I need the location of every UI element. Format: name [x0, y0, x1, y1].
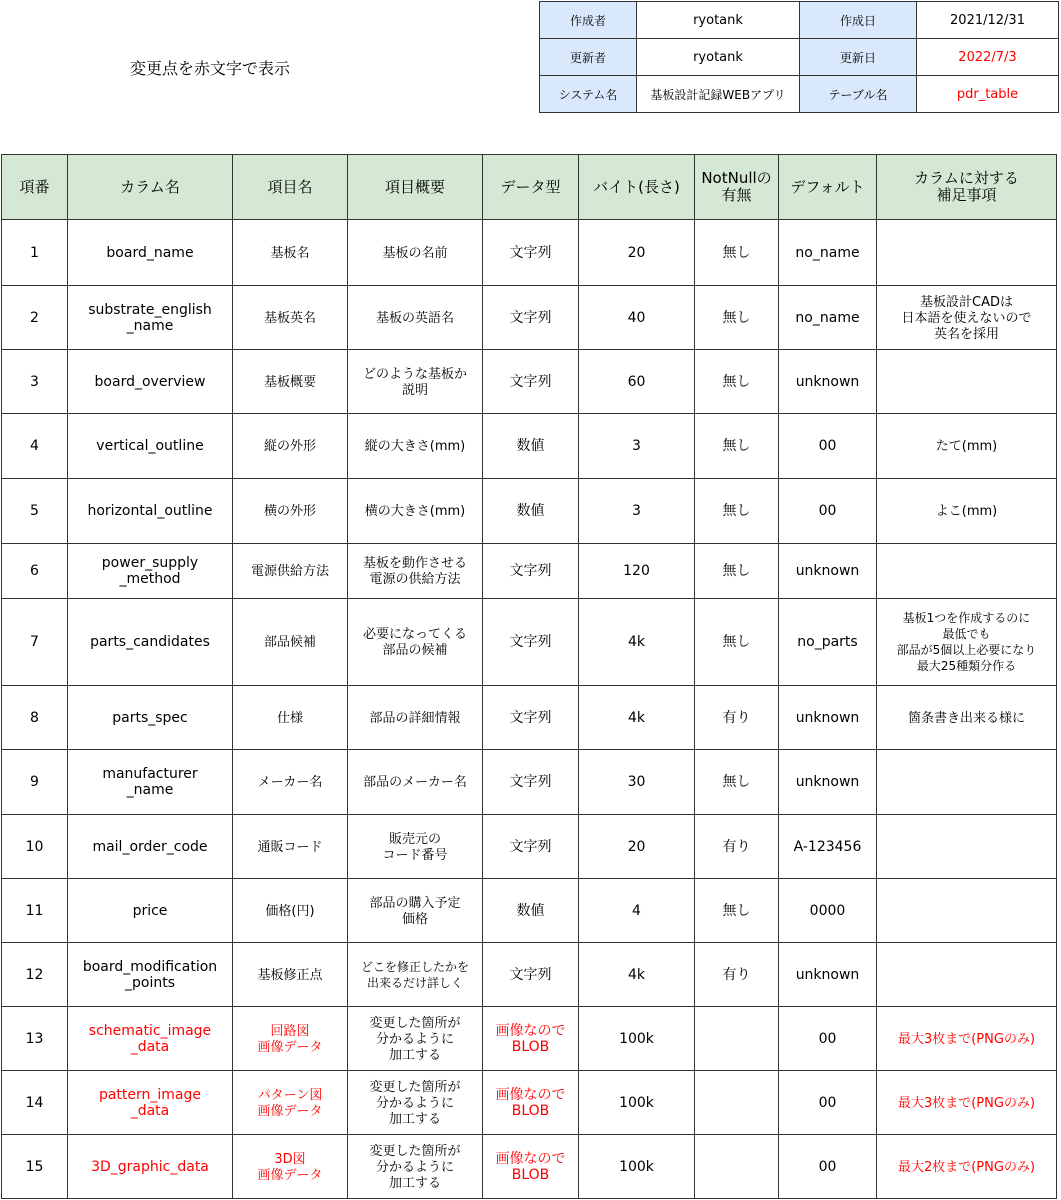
- cell-no: 15: [2, 1135, 68, 1199]
- cell-notes: [877, 879, 1057, 943]
- cell-no: 7: [2, 599, 68, 686]
- cell-bytes: 20: [579, 815, 695, 879]
- cell-summary: 横の大きさ(mm): [348, 479, 483, 544]
- cell-notnull: 有り: [695, 943, 779, 1007]
- cell-default: no_parts: [779, 599, 877, 686]
- cell-summary: 部品の詳細情報: [348, 686, 483, 750]
- cell-item: 基板修正点: [233, 943, 348, 1007]
- cell-default: unknown: [779, 544, 877, 599]
- cell-default: 00: [779, 479, 877, 544]
- cell-type: 文字列: [483, 815, 579, 879]
- cell-notnull: 無し: [695, 479, 779, 544]
- cell-notes: [877, 750, 1057, 815]
- cell-default: unknown: [779, 350, 877, 414]
- updated-value: 2022/7/3: [917, 39, 1059, 76]
- updater-label: 更新者: [540, 39, 637, 76]
- cell-no: 4: [2, 414, 68, 479]
- cell-no: 2: [2, 286, 68, 350]
- header-row: [2, 155, 1057, 220]
- cell-no: 11: [2, 879, 68, 943]
- table-row: [2, 286, 1057, 350]
- cell-default: unknown: [779, 943, 877, 1007]
- cell-item: 部品候補: [233, 599, 348, 686]
- table-row: [2, 1007, 1057, 1071]
- table-row: [2, 350, 1057, 414]
- cell-bytes: 100k: [579, 1135, 695, 1199]
- cell-bytes: 20: [579, 220, 695, 286]
- cell-item: 基板概要: [233, 350, 348, 414]
- author-value: ryotank: [637, 2, 800, 39]
- cell-notes: たて(mm): [877, 414, 1057, 479]
- cell-notes: [877, 544, 1057, 599]
- cell-type: 文字列: [483, 350, 579, 414]
- cell-notnull: 無し: [695, 350, 779, 414]
- cell-notes: 箇条書き出来る様に: [877, 686, 1057, 750]
- cell-summary: 変更した箇所が 分かるように 加工する: [348, 1135, 483, 1199]
- cell-notes: [877, 815, 1057, 879]
- cell-type: 数値: [483, 414, 579, 479]
- cell-column: parts_spec: [68, 686, 233, 750]
- cell-summary: 部品のメーカー名: [348, 750, 483, 815]
- cell-column: 3D_graphic_data: [68, 1135, 233, 1199]
- cell-summary: 基板の名前: [348, 220, 483, 286]
- table-value: pdr_table: [917, 76, 1059, 113]
- cell-no: 1: [2, 220, 68, 286]
- cell-default: 00: [779, 1135, 877, 1199]
- cell-notnull: 無し: [695, 220, 779, 286]
- cell-bytes: 3: [579, 479, 695, 544]
- header-summary: 項目概要: [348, 155, 483, 220]
- cell-column: manufacturer _name: [68, 750, 233, 815]
- cell-column: vertical_outline: [68, 414, 233, 479]
- header-default: デフォルト: [779, 155, 877, 220]
- cell-notes: 最大2枚まで(PNGのみ): [877, 1135, 1057, 1199]
- cell-type: 文字列: [483, 599, 579, 686]
- cell-summary: 基板の英語名: [348, 286, 483, 350]
- cell-notnull: 無し: [695, 544, 779, 599]
- cell-notes: よこ(mm): [877, 479, 1057, 544]
- cell-column: parts_candidates: [68, 599, 233, 686]
- cell-item: 回路図 画像データ: [233, 1007, 348, 1071]
- cell-item: 3D図 画像データ: [233, 1135, 348, 1199]
- table-label: テーブル名: [800, 76, 917, 113]
- cell-column: price: [68, 879, 233, 943]
- table-row: [2, 544, 1057, 599]
- cell-summary: 必要になってくる 部品の候補: [348, 599, 483, 686]
- table-row: [2, 414, 1057, 479]
- cell-column: board_name: [68, 220, 233, 286]
- cell-default: 00: [779, 414, 877, 479]
- cell-notes: 最大3枚まで(PNGのみ): [877, 1071, 1057, 1135]
- cell-item: 縦の外形: [233, 414, 348, 479]
- updated-label: 更新日: [800, 39, 917, 76]
- created-label: 作成日: [800, 2, 917, 39]
- header-notnull: NotNullの 有無: [695, 155, 779, 220]
- cell-default: 0000: [779, 879, 877, 943]
- cell-summary: 縦の大きさ(mm): [348, 414, 483, 479]
- cell-notnull: 無し: [695, 414, 779, 479]
- cell-no: 8: [2, 686, 68, 750]
- cell-no: 12: [2, 943, 68, 1007]
- header-no: 項番: [2, 155, 68, 220]
- cell-summary: 変更した箇所が 分かるように 加工する: [348, 1071, 483, 1135]
- cell-notes: 最大3枚まで(PNGのみ): [877, 1007, 1057, 1071]
- cell-type: 文字列: [483, 286, 579, 350]
- cell-item: パターン図 画像データ: [233, 1071, 348, 1135]
- created-value: 2021/12/31: [917, 2, 1059, 39]
- cell-no: 9: [2, 750, 68, 815]
- cell-item: 通販コード: [233, 815, 348, 879]
- table-row: [2, 815, 1057, 879]
- cell-item: 価格(円): [233, 879, 348, 943]
- cell-no: 10: [2, 815, 68, 879]
- table-row: [2, 686, 1057, 750]
- table-row: [2, 879, 1057, 943]
- cell-type: 数値: [483, 479, 579, 544]
- system-label: システム名: [540, 76, 637, 113]
- cell-type: 文字列: [483, 544, 579, 599]
- updater-value: ryotank: [637, 39, 800, 76]
- cell-notes: [877, 943, 1057, 1007]
- cell-notnull: [695, 1135, 779, 1199]
- table-row: [2, 220, 1057, 286]
- cell-column: board_overview: [68, 350, 233, 414]
- cell-bytes: 60: [579, 350, 695, 414]
- cell-summary: 部品の購入予定 価格: [348, 879, 483, 943]
- table-row: [2, 479, 1057, 544]
- cell-notes: [877, 220, 1057, 286]
- cell-bytes: 4k: [579, 599, 695, 686]
- header-type: データ型: [483, 155, 579, 220]
- cell-type: 文字列: [483, 943, 579, 1007]
- cell-default: unknown: [779, 750, 877, 815]
- change-note: 変更点を赤文字で表示: [130, 59, 291, 78]
- cell-notes: 基板1つを作成するのに 最低でも 部品が5個以上必要になり 最大25種類分作る: [877, 599, 1057, 686]
- cell-item: 電源供給方法: [233, 544, 348, 599]
- cell-item: メーカー名: [233, 750, 348, 815]
- cell-bytes: 30: [579, 750, 695, 815]
- cell-column: mail_order_code: [68, 815, 233, 879]
- cell-type: 文字列: [483, 220, 579, 286]
- header-bytes: バイト(長さ): [579, 155, 695, 220]
- author-label: 作成者: [540, 2, 637, 39]
- table-row: [2, 943, 1057, 1007]
- cell-bytes: 100k: [579, 1007, 695, 1071]
- cell-type: 文字列: [483, 750, 579, 815]
- cell-item: 横の外形: [233, 479, 348, 544]
- cell-notes: [877, 350, 1057, 414]
- cell-notnull: 無し: [695, 879, 779, 943]
- cell-default: no_name: [779, 220, 877, 286]
- table-row: [2, 1135, 1057, 1199]
- meta-table: [539, 1, 1059, 113]
- cell-no: 6: [2, 544, 68, 599]
- cell-default: 00: [779, 1007, 877, 1071]
- cell-summary: 基板を動作させる 電源の供給方法: [348, 544, 483, 599]
- cell-bytes: 4: [579, 879, 695, 943]
- cell-summary: 販売元の コード番号: [348, 815, 483, 879]
- cell-column: substrate_english _name: [68, 286, 233, 350]
- cell-item: 仕様: [233, 686, 348, 750]
- cell-notnull: [695, 1007, 779, 1071]
- cell-notnull: 無し: [695, 599, 779, 686]
- cell-bytes: 40: [579, 286, 695, 350]
- header-item: 項目名: [233, 155, 348, 220]
- cell-notnull: 無し: [695, 750, 779, 815]
- cell-bytes: 4k: [579, 686, 695, 750]
- cell-bytes: 120: [579, 544, 695, 599]
- cell-column: board_modification _points: [68, 943, 233, 1007]
- cell-type: 画像なので BLOB: [483, 1007, 579, 1071]
- cell-notnull: [695, 1071, 779, 1135]
- table-row: [2, 599, 1057, 686]
- cell-no: 14: [2, 1071, 68, 1135]
- cell-bytes: 100k: [579, 1071, 695, 1135]
- cell-column: power_supply _method: [68, 544, 233, 599]
- cell-summary: 変更した箇所が 分かるように 加工する: [348, 1007, 483, 1071]
- cell-no: 5: [2, 479, 68, 544]
- cell-column: pattern_image _data: [68, 1071, 233, 1135]
- cell-default: 00: [779, 1071, 877, 1135]
- header-column: カラム名: [68, 155, 233, 220]
- cell-item: 基板英名: [233, 286, 348, 350]
- cell-type: 画像なので BLOB: [483, 1135, 579, 1199]
- cell-notnull: 有り: [695, 815, 779, 879]
- cell-column: schematic_image _data: [68, 1007, 233, 1071]
- cell-notnull: 無し: [695, 286, 779, 350]
- cell-summary: どこを修正したかを 出来るだけ詳しく: [348, 943, 483, 1007]
- cell-bytes: 3: [579, 414, 695, 479]
- cell-default: no_name: [779, 286, 877, 350]
- cell-default: unknown: [779, 686, 877, 750]
- cell-item: 基板名: [233, 220, 348, 286]
- column-definition-table: [1, 154, 1057, 1199]
- cell-type: 数値: [483, 879, 579, 943]
- cell-bytes: 4k: [579, 943, 695, 1007]
- cell-no: 13: [2, 1007, 68, 1071]
- cell-type: 文字列: [483, 686, 579, 750]
- header-notes: カラムに対する 補足事項: [877, 155, 1057, 220]
- cell-summary: どのような基板か 説明: [348, 350, 483, 414]
- table-row: [2, 750, 1057, 815]
- table-row: [2, 1071, 1057, 1135]
- cell-notnull: 有り: [695, 686, 779, 750]
- cell-notes: 基板設計CADは 日本語を使えないので 英名を採用: [877, 286, 1057, 350]
- cell-column: horizontal_outline: [68, 479, 233, 544]
- cell-default: A-123456: [779, 815, 877, 879]
- cell-type: 画像なので BLOB: [483, 1071, 579, 1135]
- system-value: 基板設計記録WEBアプリ: [637, 76, 800, 113]
- cell-no: 3: [2, 350, 68, 414]
